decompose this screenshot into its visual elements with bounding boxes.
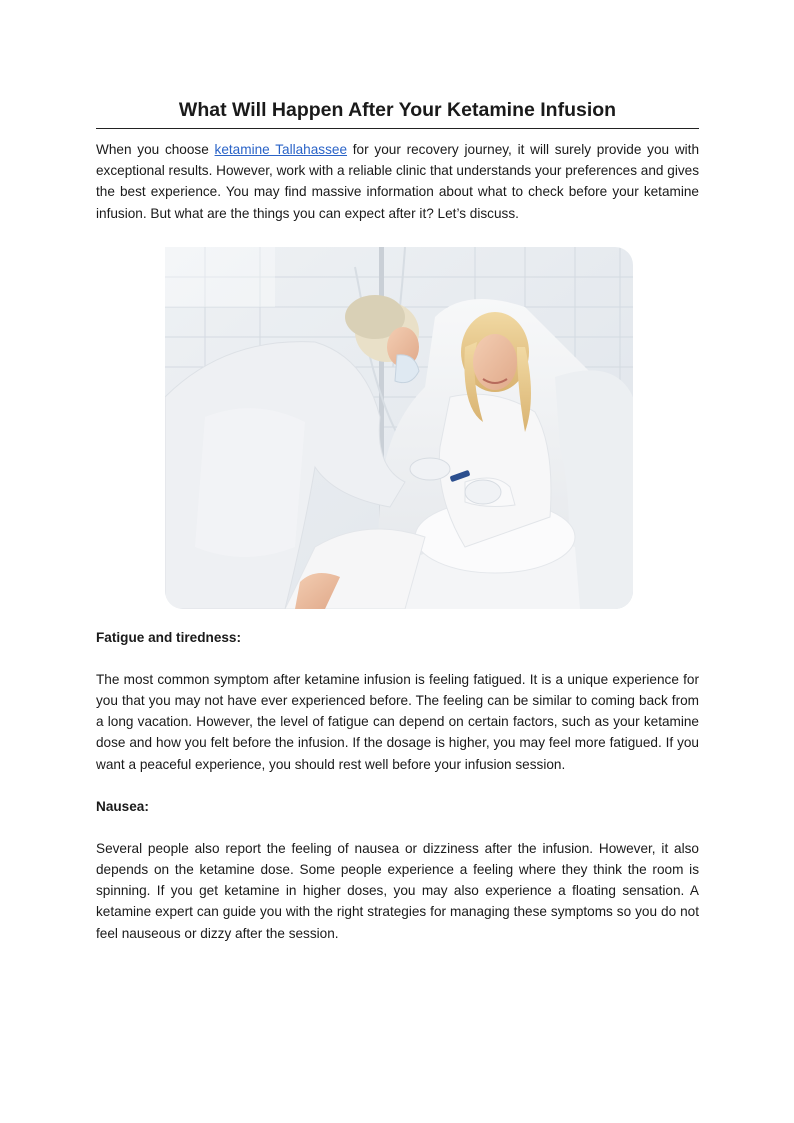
document-page (96, 96, 699, 944)
intro-text-after-link: for your recovery journey, it will surely provide you with exceptional results. However, work with a reliable clinic that understands your preferences and gives the best experience. You may find massive information about what to check before your ketamine infusion. But what are the things you can expect after it? Let’s discuss. (96, 142, 700, 221)
section-heading-fatigue: Fatigue and tiredness: (96, 629, 242, 645)
section-body-nausea: Several people also report the feeling of nausea or dizziness after the infusion. However, it also depends on the ketamine dose. Some people experience a feeling where they think the room is spinning. If you get ketamine in higher doses, you may also experience a floating sensation. A ketamine expert can guide you with the right strategies for managing these symptoms so you do not feel nauseous or dizzy after the session. (96, 840, 699, 941)
ketamine-tallahassee-link[interactable]: ketamine Tallahassee (214, 142, 348, 157)
infusion-photo (165, 247, 633, 609)
intro-paragraph (96, 139, 699, 224)
intro-text-before-link: When you choose (96, 142, 215, 157)
page-title: What Will Happen After Your Ketamine Infusion (96, 96, 699, 129)
section-heading-nausea: Nausea: (96, 798, 149, 814)
section-body-fatigue: The most common symptom after ketamine infusion is feeling fatigued. It is a unique experience for you that you may not have ever experienced before. The feeling can be similar to coming back from a long vacation. However, the level of fatigue can depend on certain factors, such as your ketamine dose and how you felt before the infusion. If the dosage is higher, you may feel more fatigued. If you want a peaceful experience, you should rest well before your infusion session. (96, 671, 699, 772)
